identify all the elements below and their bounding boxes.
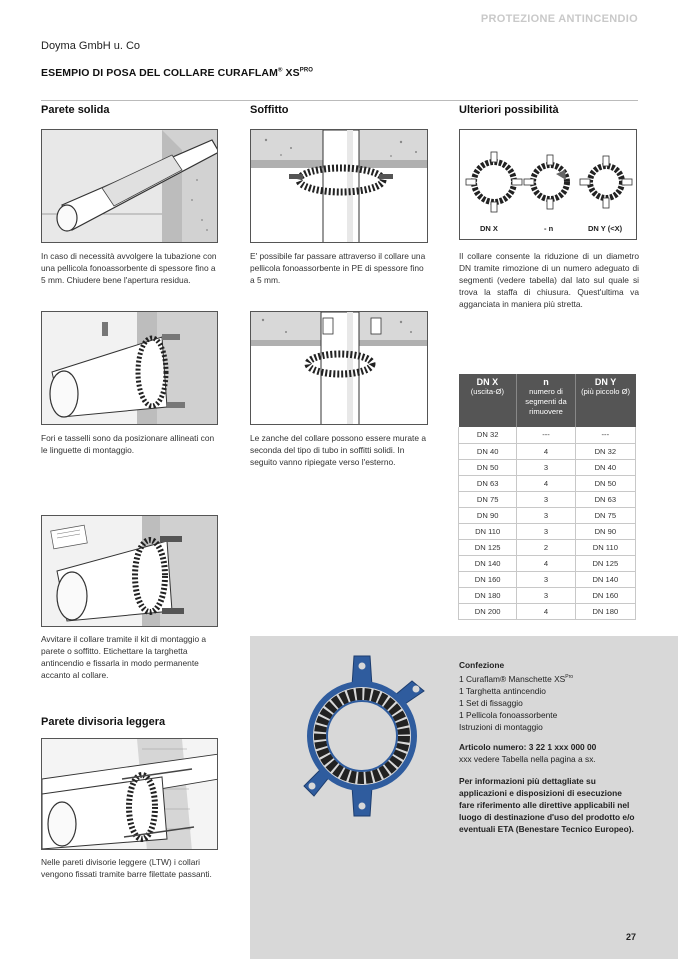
cell-n: 4 [517,443,575,459]
table-row [459,507,636,523]
figure-ceiling-pe-film [250,129,428,243]
table-row [459,587,636,603]
cell-n: 4 [517,475,575,491]
package-line-4: 1 Pellicola fonoassorbente [459,709,558,720]
page-title [41,67,313,79]
figure-ceiling-embedded-tabs [250,311,428,425]
company-name: Doyma GmbH u. Co [41,40,141,52]
heading-other-options: Ulteriori possibilità [459,104,559,116]
cell-dn-y: DN 110 [575,539,635,555]
cell-n: 4 [517,603,575,619]
cell-dn-y: DN 160 [575,587,635,603]
info-note: Per informazioni più dettagliate su applicazioni e disposizioni di esecuzione fare riferimento alle direttive applicabili nel luogo di destinazione d'uso del prodotto e/o eventuali ETA (Benestare Tecnico Europeo). [459,775,635,834]
table-row [459,475,636,491]
cell-n: 2 [517,539,575,555]
header-dn-x: DN X (uscita-Ø) [459,374,517,427]
table-row [459,571,636,587]
header-n: n numero di segmenti da rimuovere [517,374,575,427]
cell-dn-x: DN 110 [459,523,517,539]
cell-dn-x: DN 75 [459,491,517,507]
cell-dn-x: DN 90 [459,507,517,523]
cell-dn-x: DN 200 [459,603,517,619]
caption-wall-3: Avvitare il collare tramite il kit di montaggio a parete o soffitto. Etichettare la targhetta antincendio e fissarla in modo permanente accanto al collare. [41,634,207,680]
caption-wall-1: In caso di necessità avvolgere la tubazione con una pellicola fonoassorbente di spessore fino a 5 mm. Chiudere bene l'apertura residua. [41,251,217,285]
label-dn-x: DN X [480,224,498,233]
cell-dn-x: DN 40 [459,443,517,459]
package-line-2: 1 Targhetta antincendio [459,685,546,696]
section-label: PROTEZIONE ANTINCENDIO [480,13,638,25]
cell-dn-y: DN 180 [575,603,635,619]
cell-dn-y: DN 32 [575,443,635,459]
collar-product-image [282,654,442,819]
header-dn-y: DN Y (più piccolo Ø) [575,374,635,427]
table-row [459,603,636,619]
caption-wall-2: Fori e tasselli sono da posizionare allineati con le linguette di montaggio. [41,433,215,455]
label-dn-y: DN Y (<X) [588,224,623,233]
article-note: xxx vedere Tabella nella pagina a sx. [459,753,596,764]
cell-dn-y: DN 40 [575,459,635,475]
cell-n: 3 [517,571,575,587]
caption-ceiling-1: E' possibile far passare attraverso il collare una pellicola fonoassorbente in PE di spessore fino a 5 mm. [250,251,426,285]
cell-dn-y: DN 75 [575,507,635,523]
table-row [459,555,636,571]
package-heading: Confezione [459,660,505,670]
cell-dn-y: DN 50 [575,475,635,491]
title-text: ESEMPIO DI POSA DEL COLLARE CURAFLAM [41,67,278,79]
caption-options: Il collare consente la riduzione di un diametro DN tramite rimozione di un numero adeguato di segmenti (vedere tabella) dal lato sul quale si trova la staffa di chiusura. Quest'ultima va agganciata in maniera più stretta. [459,251,639,309]
package-line-3: 1 Set di fissaggio [459,697,523,708]
figure-light-partition-wall [41,738,218,850]
figure-wall-wrap-pipe [41,129,218,243]
cell-dn-x: DN 32 [459,427,517,443]
cell-n: 3 [517,587,575,603]
table-row [459,491,636,507]
package-line-1: 1 Curaflam® Manschette $XS^{Pro}$ [459,673,574,684]
table-row [459,539,636,555]
figure-wall-drill-holes [41,311,218,425]
cell-dn-x: DN 125 [459,539,517,555]
caption-light-wall: Nelle pareti divisorie leggere (LTW) i collari vengono fissati tramite barre filettate passanti. [41,857,212,879]
cell-n: 3 [517,507,575,523]
figure-segment-reduction [459,129,637,240]
package-info [459,659,639,835]
cell-dn-y: DN 63 [575,491,635,507]
title-superscript: PRO [299,67,314,74]
cell-dn-x: DN 180 [459,587,517,603]
cell-dn-x: DN 160 [459,571,517,587]
page-number: 27 [626,932,637,942]
cell-n: 3 [517,491,575,507]
title-reg-mark: ® [277,67,283,74]
cell-dn-x: DN 63 [459,475,517,491]
cell-dn-y: DN 125 [575,555,635,571]
title-suffix: XS [282,67,300,79]
cell-dn-y: DN 90 [575,523,635,539]
cell-dn-x: DN 140 [459,555,517,571]
package-line-5: Istruzioni di montaggio [459,721,543,732]
cell-n: 3 [517,459,575,475]
figure-wall-mounted-collar [41,515,218,627]
cell-dn-x: DN 50 [459,459,517,475]
table-row [459,459,636,475]
cell-n: 4 [517,555,575,571]
cell-n: 3 [517,523,575,539]
reduction-table [458,374,636,620]
heading-light-wall: Parete divisoria leggera [41,716,166,728]
heading-ceiling: Soffitto [250,104,289,116]
table-row [459,427,636,443]
table-row [459,523,636,539]
table-row [459,443,636,459]
header-divider [41,100,638,101]
caption-ceiling-2: Le zanche del collare possono essere murate a seconda del tipo di tubo in soffitti solidi. In seguito vanno ripiegate verso l'esterno. [250,433,426,467]
cell-n: --- [517,427,575,443]
cell-dn-y: --- [575,427,635,443]
heading-solid-wall: Parete solida [41,104,110,116]
cell-dn-y: DN 140 [575,571,635,587]
article-number: Articolo numero: 3 22 1 xxx 000 00 [459,741,597,752]
label-minus-n: - n [544,224,554,233]
table-header-row [459,374,636,427]
